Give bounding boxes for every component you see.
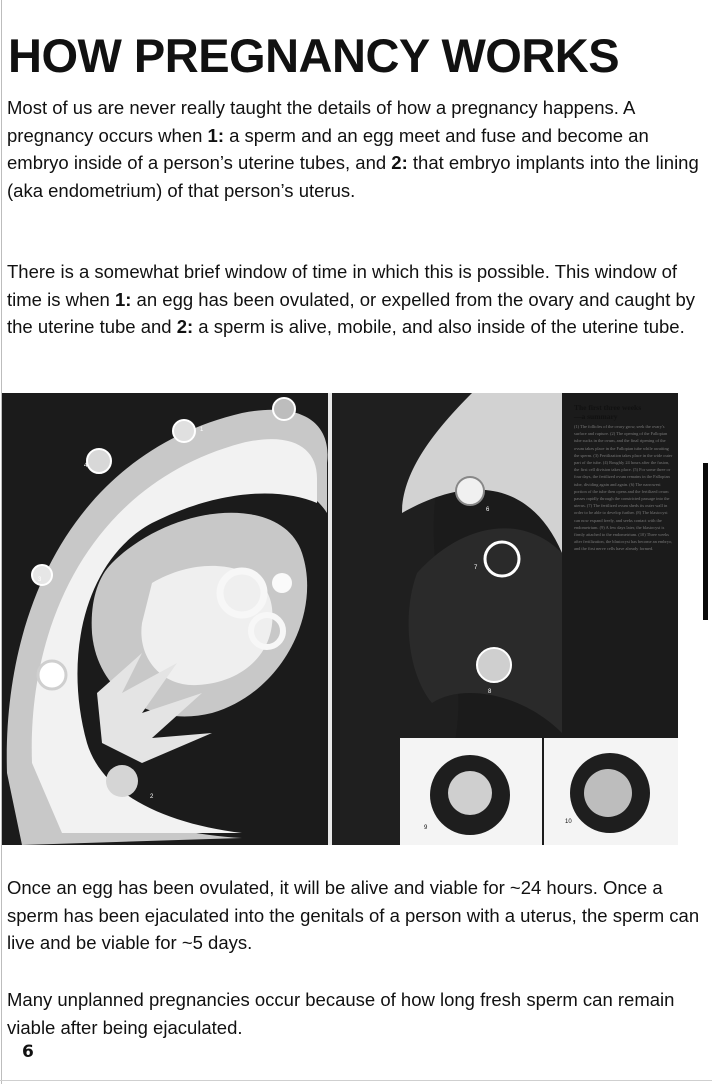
viability-paragraph: Once an egg has been ovulated, it will be alive and viable for ~24 hours. Once a sperm has been ejaculated into the genitals of a person with a uterus, the sperm can live and be viable for ~5 days. — [7, 877, 700, 953]
stage-label-4: 4 — [84, 463, 88, 469]
stage-egg — [106, 765, 138, 797]
stage-egg — [87, 449, 111, 473]
stage-egg — [273, 398, 295, 420]
page-number: 6 — [22, 1042, 34, 1062]
follicle-ring — [272, 573, 292, 593]
caption-title-line-2: —a summary — [574, 412, 618, 421]
stage-label-10: 10 — [565, 819, 572, 825]
embryo-shape — [584, 769, 632, 817]
bold-step-number: 1: — [207, 124, 224, 146]
stage-label-2: 2 — [150, 794, 154, 800]
stage-blastocyst — [477, 648, 511, 682]
scroll-indicator-bar — [703, 463, 708, 620]
figure-caption — [574, 403, 674, 553]
stage-egg — [38, 661, 66, 689]
caption-body-text: (1) The follicles of the ovary grow, seek the ovary's surface and rupture. (2) The opening of the Fallopian tube sucks in the ovum, and the final ripening of the ovum takes place in the Fallopian tube while awaiting the sperm. (3) Fertilization takes place in the wide outer part of the tube. (4) Roughly 24 hours after the fusion, the first cell division takes place. (5) For some three or four days, the fertilized ovum remains in the Fallopian tube, dividing again and again. (6) The narrowest portion of the tube then opens and the fertilized ovum passes rapidly through the constricted passage into the uterus. (7) The fertilized ovum sheds its outer wall in order to be able to develop further. (8) The blastocyst can now expand freely, and seeks contact with the endometrium. (9) A few days later, the blastocyst is firmly attached to the endometrium. (10) Three weeks after fertilization, the blastocyst has become an embryo, and the first nerve cells have already formed. — [574, 424, 673, 552]
stage-egg — [32, 565, 52, 585]
bold-step-number: 1: — [114, 288, 132, 310]
book-gutter-line — [328, 393, 332, 845]
blastocyst-implanted — [448, 771, 492, 815]
stage-blastocyst — [456, 477, 484, 505]
bold-step-number: 2: — [391, 152, 408, 173]
fertility-window-paragraph: There is a somewhat brief window of time in which this is possible. This window of time is when 1: an egg has been ovulated, or expelled from the ovary and caught by the uterine tube and 2: a sperm is alive, mobile, and also inside of the uterine tube. — [7, 261, 696, 337]
stage-label-6: 6 — [486, 507, 490, 513]
page-bottom-border — [0, 1080, 712, 1081]
embryology-illustration — [2, 393, 678, 845]
page-title: HOW PREGNANCY WORKS — [8, 29, 620, 82]
stage-label-3: 3 — [38, 577, 42, 583]
stage-label-9: 9 — [424, 825, 428, 831]
bold-step-number: 2: — [176, 316, 194, 337]
caption-title-line-1: The first three weeks — [574, 403, 642, 412]
stage-label-8: 8 — [488, 689, 492, 695]
intro-paragraph: Most of us are never really taught the details of how a pregnancy happens. A pregnancy occurs when 1: a sperm and an egg meet and fuse and become an embryo inside of a person’s uterine tubes, and 2: that embryo implants into the lining (aka endometrium) of that person’s uterus. — [7, 97, 699, 201]
stage-egg — [173, 420, 195, 442]
unplanned-pregnancy-paragraph: Many unplanned pregnancies occur because of how long fresh sperm can remain viable after being ejaculated. — [7, 989, 675, 1038]
stage-label-1: 1 — [200, 427, 204, 433]
stage-label-7: 7 — [474, 565, 478, 571]
